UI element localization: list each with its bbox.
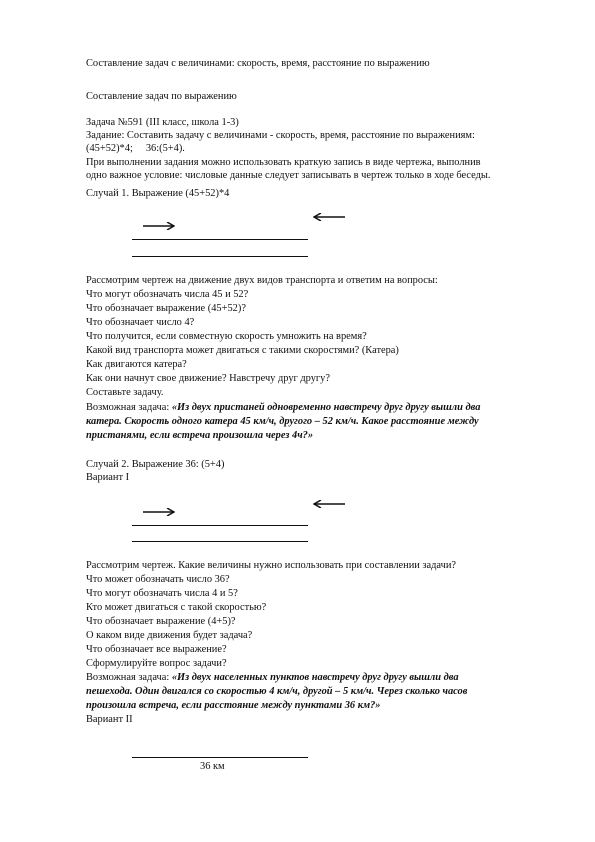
possible-task-text: пристанями, если встреча произошла через 4ч?» — [86, 430, 314, 441]
right-arrow-icon — [143, 508, 175, 516]
case1-title: Случай 1. Выражение (45+52)*4 — [86, 188, 230, 199]
diagram-line — [132, 256, 308, 257]
task-statement-line: Задание: Составить задачу с величинами - скорость, время, расстояние по выражениям: — [86, 130, 475, 141]
question-line: Кто может двигаться с такой скоростью? — [86, 602, 267, 613]
distance-label: 36 км — [200, 761, 225, 772]
possible-task-text: пешехода. Один двигался со скоростью 4 км/ч, другой – 5 км/ч. Через сколько часов — [86, 686, 468, 697]
question-line: Какой вид транспорта может двигаться с такими скоростями? (Катера) — [86, 345, 399, 356]
diagram-line — [132, 525, 308, 526]
question-line: Что получится, если совместную скорость умножить на время? — [86, 331, 367, 342]
case2-title: Случай 2. Выражение 36: (5+4) — [86, 459, 225, 470]
diagram-line — [132, 239, 308, 240]
diagram-line — [132, 541, 308, 542]
possible-task-label: Возможная задача: — [86, 672, 172, 683]
left-arrow-icon — [313, 500, 345, 508]
possible-task-text: «Из двух населенных пунктов навстречу друг другу вышли два — [171, 672, 459, 683]
question-line: Как двигаются катера? — [86, 359, 187, 370]
question-line: Рассмотрим чертеж на движение двух видов транспорта и ответим на вопросы: — [86, 275, 438, 286]
variant-label: Вариант II — [86, 714, 133, 725]
task-expressions: (45+52)*4; 36:(5+4). — [86, 143, 185, 154]
question-line: Сформулируйте вопрос задачи? — [86, 658, 227, 669]
possible-task-label: Возможная задача: — [86, 402, 172, 413]
question-line: Что может обозначать число 36? — [86, 574, 230, 585]
possible-task-line — [86, 402, 480, 414]
document-heading: Составление задач с величинами: скорость, время, расстояние по выражению — [86, 58, 430, 69]
right-arrow-icon — [143, 222, 175, 230]
question-line: Что обозначает выражение (45+52)? — [86, 303, 246, 314]
question-line: Что обозначает все выражение? — [86, 644, 227, 655]
section-subheading: Составление задач по выражению — [86, 91, 237, 102]
task-note-line: одно важное условие: числовые данные следует записывать в чертеж только в ходе беседы. — [86, 170, 491, 181]
possible-task-line — [86, 672, 459, 684]
question-line: Как они начнут свое движение? Навстречу друг другу? — [86, 373, 330, 384]
distance-line — [132, 757, 308, 758]
possible-task-text: катера. Скорость одного катера 45 км/ч, другого – 52 км/ч. Какое расстояние между — [86, 416, 479, 427]
question-line: Что могут обозначать числа 45 и 52? — [86, 289, 249, 300]
question-line: Составьте задачу. — [86, 387, 164, 398]
possible-task-text: произошла встреча, если расстояние между пунктами 36 км?» — [86, 700, 381, 711]
variant-label: Вариант I — [86, 472, 130, 483]
question-line: О каком виде движения будет задача? — [86, 630, 253, 641]
question-line: Что обозначает число 4? — [86, 317, 195, 328]
question-line: Что обозначает выражение (4+5)? — [86, 616, 236, 627]
possible-task-text: «Из двух пристаней одновременно навстречу друг другу вышли два — [171, 402, 481, 413]
task-title: Задача №591 (III класс, школа 1-3) — [86, 117, 239, 128]
question-line: Рассмотрим чертеж. Какие величины нужно использовать при составлении задачи? — [86, 560, 457, 571]
task-note-line: При выполнении задания можно использовать краткую запись в виде чертежа, выполнив — [86, 157, 481, 168]
question-line: Что могут обозначать числа 4 и 5? — [86, 588, 238, 599]
left-arrow-icon — [313, 213, 345, 221]
